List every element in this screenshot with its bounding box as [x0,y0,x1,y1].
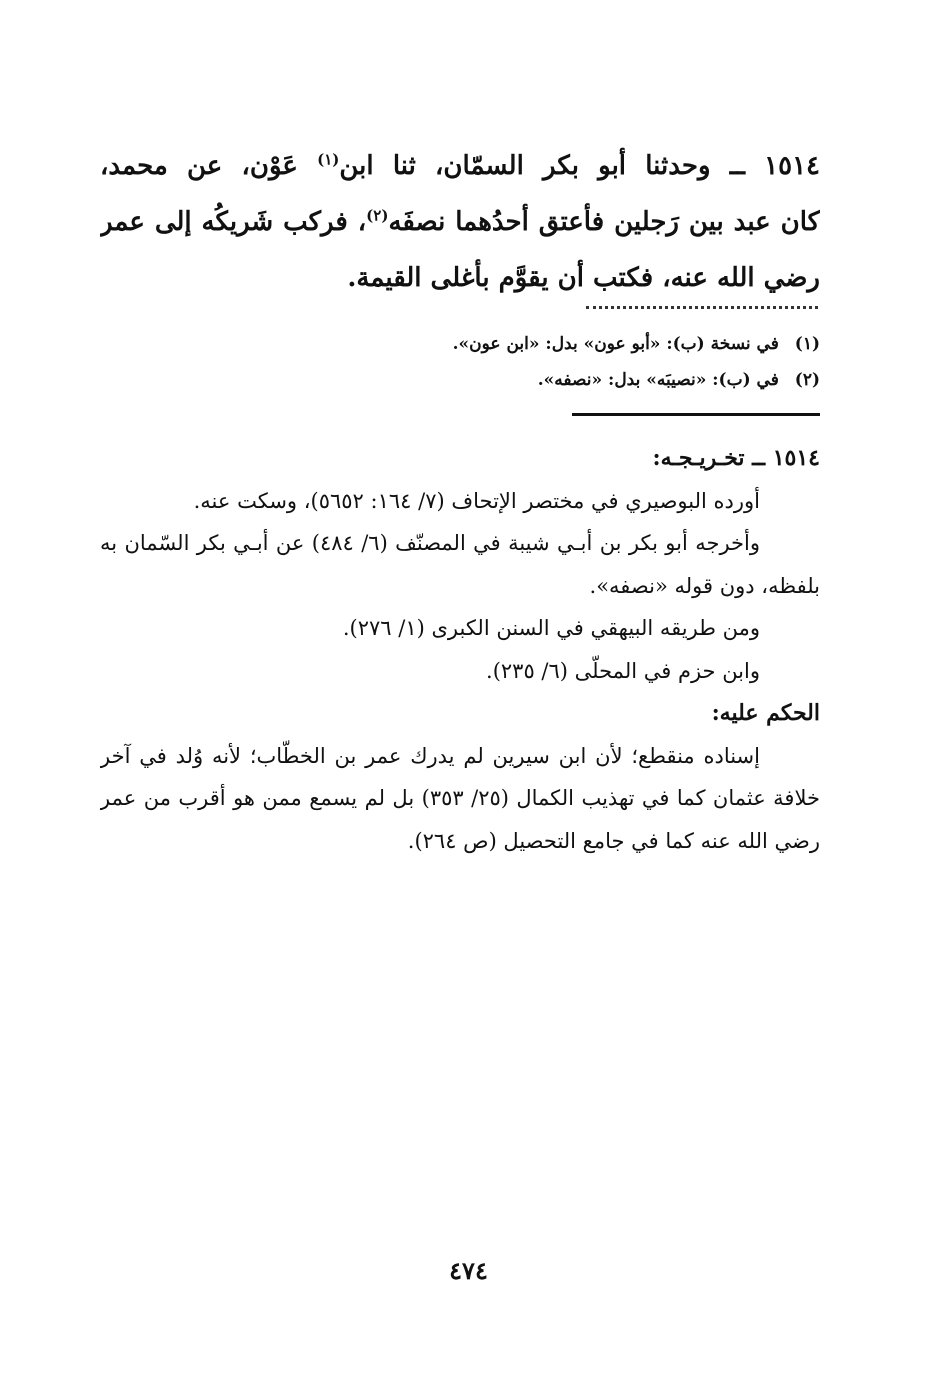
footnote-number: (١) [794,334,820,354]
footnote-separator [586,296,818,309]
hadith-line-2-start: كان عبد بين رَجلين فأعتق أحدُهما نصفَه [388,207,820,237]
footnote-marker-1: (١) [317,150,340,169]
takhrij-line: وابن حزم في المحلّى (٦/ ٢٣٥). [486,658,760,683]
page-number: ٤٧٤ [449,1256,488,1285]
takhrij-line: وأخرجه أبو بكر بن أبـي شيبة في المصنّف (٦/ ٤٨٤) عن أبـي بكر السّمان به [100,531,760,555]
ruling-line: إسناده منقطع؛ لأن ابن سيرين لم يدرك عمر بن الخطّاب؛ لأنه وُلد في آخر [100,743,760,768]
hadith-line-1-end: عَوْن، عن محمد، [100,151,298,181]
hadith-text [100,138,820,306]
ruling-heading: الحكم عليه: [711,700,820,726]
hadith-number: ١٥١٤ [764,151,820,181]
takhrij-section [100,437,820,862]
takhrij-heading: ١٥١٤ ــ تخـريـجـه: [652,445,820,471]
takhrij-line: أورده البوصيري في مختصر الإتحاف (٧/ ١٦٤: ٥٦٥٢)، وسكت عنه. [193,488,760,513]
hadith-line-3: رضي الله عنه، فكتب أن يقوَّم بأغلى القيمة. [347,263,820,293]
footnote-text: في نسخة (ب): «أبو عون» بدل: «ابن عون». [452,334,779,354]
hadith-line-1 [100,138,820,194]
footnote-text: في (ب): «نصيبَه» بدل: «نصفه». [537,370,779,390]
hadith-dash: ــ [729,151,745,181]
footnote-1 [100,326,820,362]
footnote-2 [100,362,820,398]
ruling-line: رضي الله عنه كما في جامع التحصيل (ص ٢٦٤). [407,828,820,853]
footnote-number: (٢) [794,370,820,390]
hadith-line-1-start: وحدثنا أبو بكر السمّان، ثنا ابن [339,151,711,181]
hadith-line-2-end: ، فركب شَريكُه إلى عمر [100,207,367,237]
footnote-marker-2: (٢) [366,206,389,225]
takhrij-line: ومن طريقه البيهقي في السنن الكبرى (١/ ٢٧٦). [342,616,760,640]
section-divider [572,413,820,416]
ruling-line: خلافة عثمان كما في تهذيب الكمال (٢٥/ ٣٥٣) بل لم يسمع ممن هو أقرب من عمر [100,786,820,810]
footnotes [100,326,820,398]
hadith-line-2 [100,194,820,250]
takhrij-line: بلفظه، دون قوله «نصفه». [589,573,820,598]
